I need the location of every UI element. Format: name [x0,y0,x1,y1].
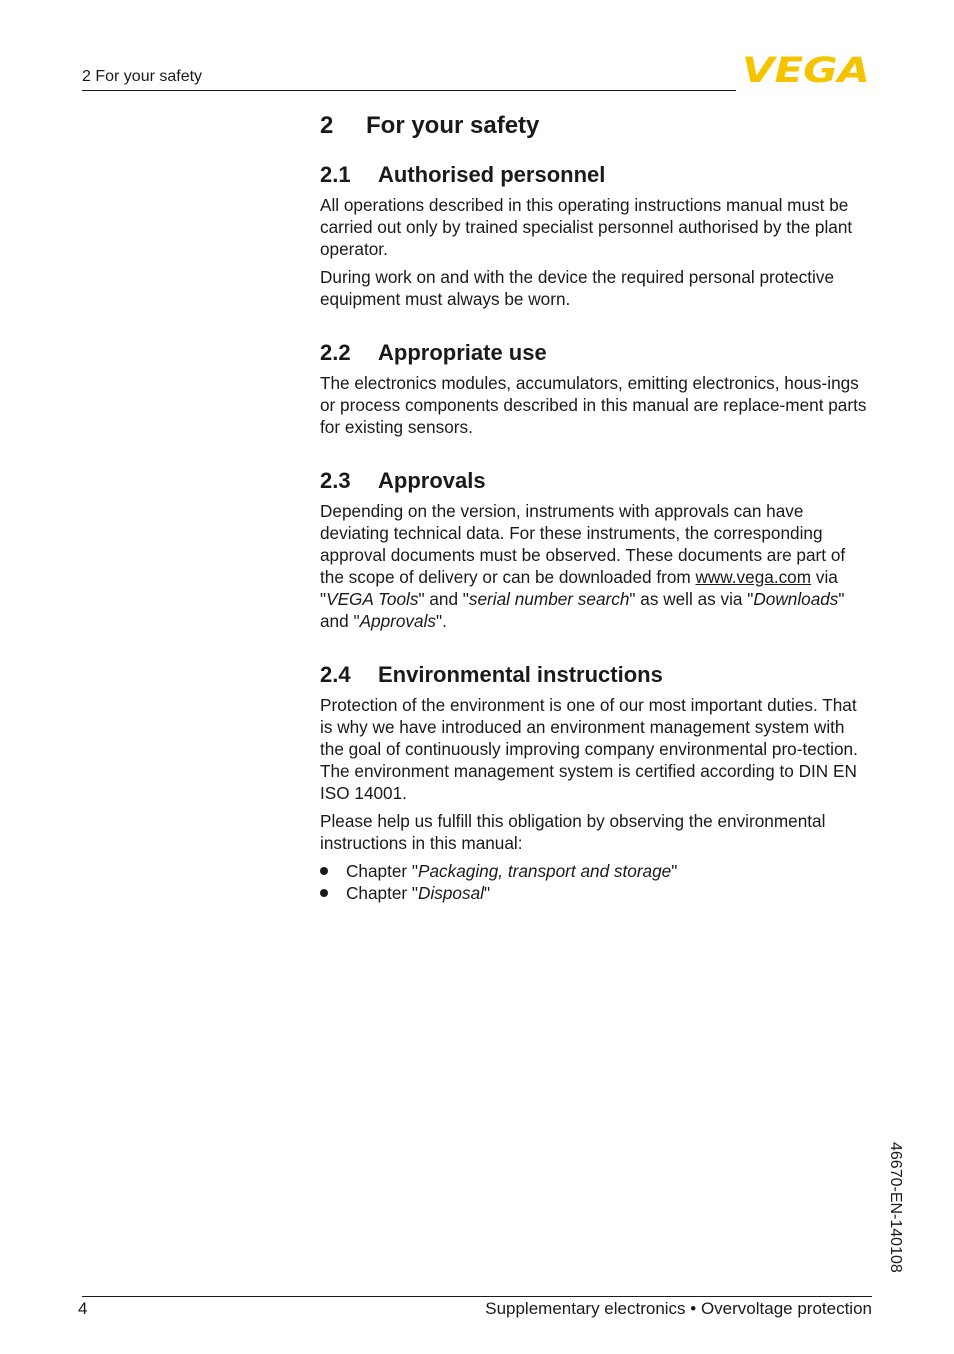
italic-run: Packaging, transport and storage [418,861,672,881]
paragraph: Please help us fulfill this obligation by observing the environmental instructions in this manual: [320,811,826,853]
section-heading [320,662,872,688]
vega-logo-text: VEGA [742,52,870,84]
header-rule [82,90,736,91]
text-run: " [483,883,491,903]
italic-run: Disposal [418,883,484,903]
bullet-dot-icon [320,867,328,875]
document-number: 46670-EN-140108 [887,1142,904,1273]
text-run: " [671,861,678,881]
italic-run: Downloads [753,589,839,609]
footer-rule [82,1296,872,1297]
section-number: 2.3 [320,468,351,493]
paragraph: The electronics modules, accumulators, emitting electronics, hous-ings or process components described in this manual are replace-ment parts for existing sensors. [320,373,867,437]
paragraph [320,500,872,632]
chapter-number: 2 [320,112,334,139]
section-appropriate-use [320,340,872,438]
section-number: 2.4 [320,662,351,687]
section-title: Authorised personnel [378,162,606,187]
chapter-title: For your safety [366,112,540,139]
section-heading [320,162,872,188]
text-run: Chapter " [346,883,419,903]
page-content [320,112,872,934]
italic-run: Approvals [359,611,436,631]
footer-title: Supplementary electronics • Overvoltage protection [485,1299,872,1318]
vega-website-link[interactable]: www.vega.com [695,567,812,587]
section-authorised-personnel [320,162,872,310]
section-heading [320,340,872,366]
text-run: " and " [418,589,469,609]
text-run: " as well as via " [629,589,754,609]
text-run: " and " [320,589,845,631]
section-number: 2.2 [320,340,351,365]
section-approvals [320,468,872,632]
section-number: 2.1 [320,162,351,187]
section-title: Appropriate use [378,340,547,365]
section-title: Environmental instructions [378,662,663,687]
italic-run: VEGA Tools [326,589,419,609]
vega-logo [742,52,872,84]
section-title: Approvals [378,468,486,493]
page-number: 4 [78,1299,88,1318]
paragraph: Protection of the environment is one of our most important duties. That is why we have introduced an environment management system with the goal of continuously improving company environmental pro-tection. The environment management system is certified according to DIN EN ISO 14001. [320,695,858,803]
text-run: via " [320,567,838,609]
bullet-dot-icon [320,889,328,897]
section-heading [320,468,872,494]
text-run: ". [436,611,447,631]
running-header: 2 For your safety [82,68,203,85]
section-environmental-instructions [320,662,872,904]
text-run: Depending on the version, instruments with approvals can have deviating technical data. For these instruments, the corresponding approval documents must be observed. These documents are part of the scope of delivery or can be downloaded from [320,501,846,587]
chapter-heading [320,112,872,140]
paragraph: All operations described in this operating instructions manual must be carried out only by trained specialist personnel authorised by the plant operator. [320,195,853,259]
bullet-list [320,860,872,904]
text-run: Chapter " [346,861,419,881]
list-item [320,860,872,882]
italic-run: serial number search [468,589,630,609]
paragraph: During work on and with the device the required personal protective equipment must always be worn. [320,267,835,309]
list-item [320,882,872,904]
